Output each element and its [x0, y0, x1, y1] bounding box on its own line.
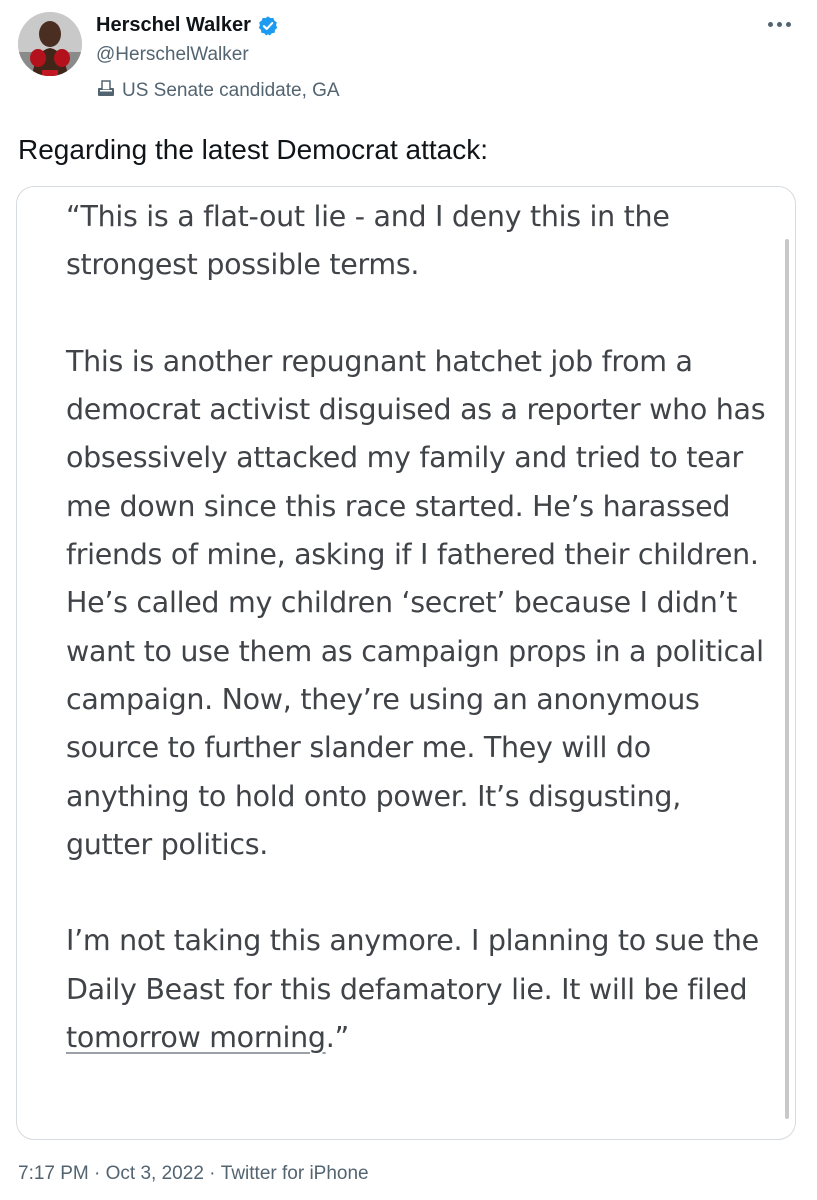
tweet-text: Regarding the latest Democrat attack:: [18, 134, 489, 165]
tweet-time[interactable]: 7:17 PM: [18, 1163, 89, 1184]
affiliation-label-text: US Senate candidate, GA: [122, 80, 340, 101]
meta-separator: ·: [203, 1163, 221, 1184]
statement-paragraph-3-end: .”: [325, 1021, 349, 1055]
ballot-box-icon: [96, 78, 116, 104]
statement-text: [66, 193, 766, 1062]
author-handle[interactable]: @HerschelWalker: [96, 44, 249, 65]
tweet-meta: [18, 1163, 369, 1185]
affiliation-label: [96, 78, 340, 104]
tweet-image[interactable]: [16, 186, 796, 1140]
tweet-source[interactable]: Twitter for iPhone: [220, 1163, 369, 1184]
statement-paragraph-3-start: I’m not taking this anymore. I planning to sue the Daily Beast for this defamatory lie. It will be filed: [66, 924, 759, 1006]
author-name-row[interactable]: [96, 14, 279, 37]
statement-underlined-phrase: tomorrow morning: [66, 1021, 326, 1055]
meta-separator: ·: [88, 1163, 106, 1184]
statement-paragraph-1: “This is a flat-out lie - and I deny this in the strongest possible terms.: [66, 200, 670, 282]
tweet-date[interactable]: Oct 3, 2022: [105, 1163, 204, 1184]
avatar[interactable]: [18, 12, 82, 76]
author-display-name[interactable]: Herschel Walker: [96, 14, 251, 36]
statement-paragraph-3: [66, 917, 766, 1062]
statement-paragraph-2: This is another repugnant hatchet job from a democrat activist disguised as a reporter who has obsessively attacked my family and tried to tear me down since this race started. He’s harassed friends of mine, asking if I fathered their children. He’s called my children ‘secret’ because I didn’t want to use them as campaign props in a political campaign. Now, they’re using an anonymous source to further slander me. They will do anything to hold onto power. It’s disgusting, gutter politics.: [66, 344, 766, 861]
verified-badge-icon: [257, 15, 279, 37]
more-options-icon[interactable]: [761, 10, 797, 38]
image-scrollbar: [785, 239, 789, 1119]
